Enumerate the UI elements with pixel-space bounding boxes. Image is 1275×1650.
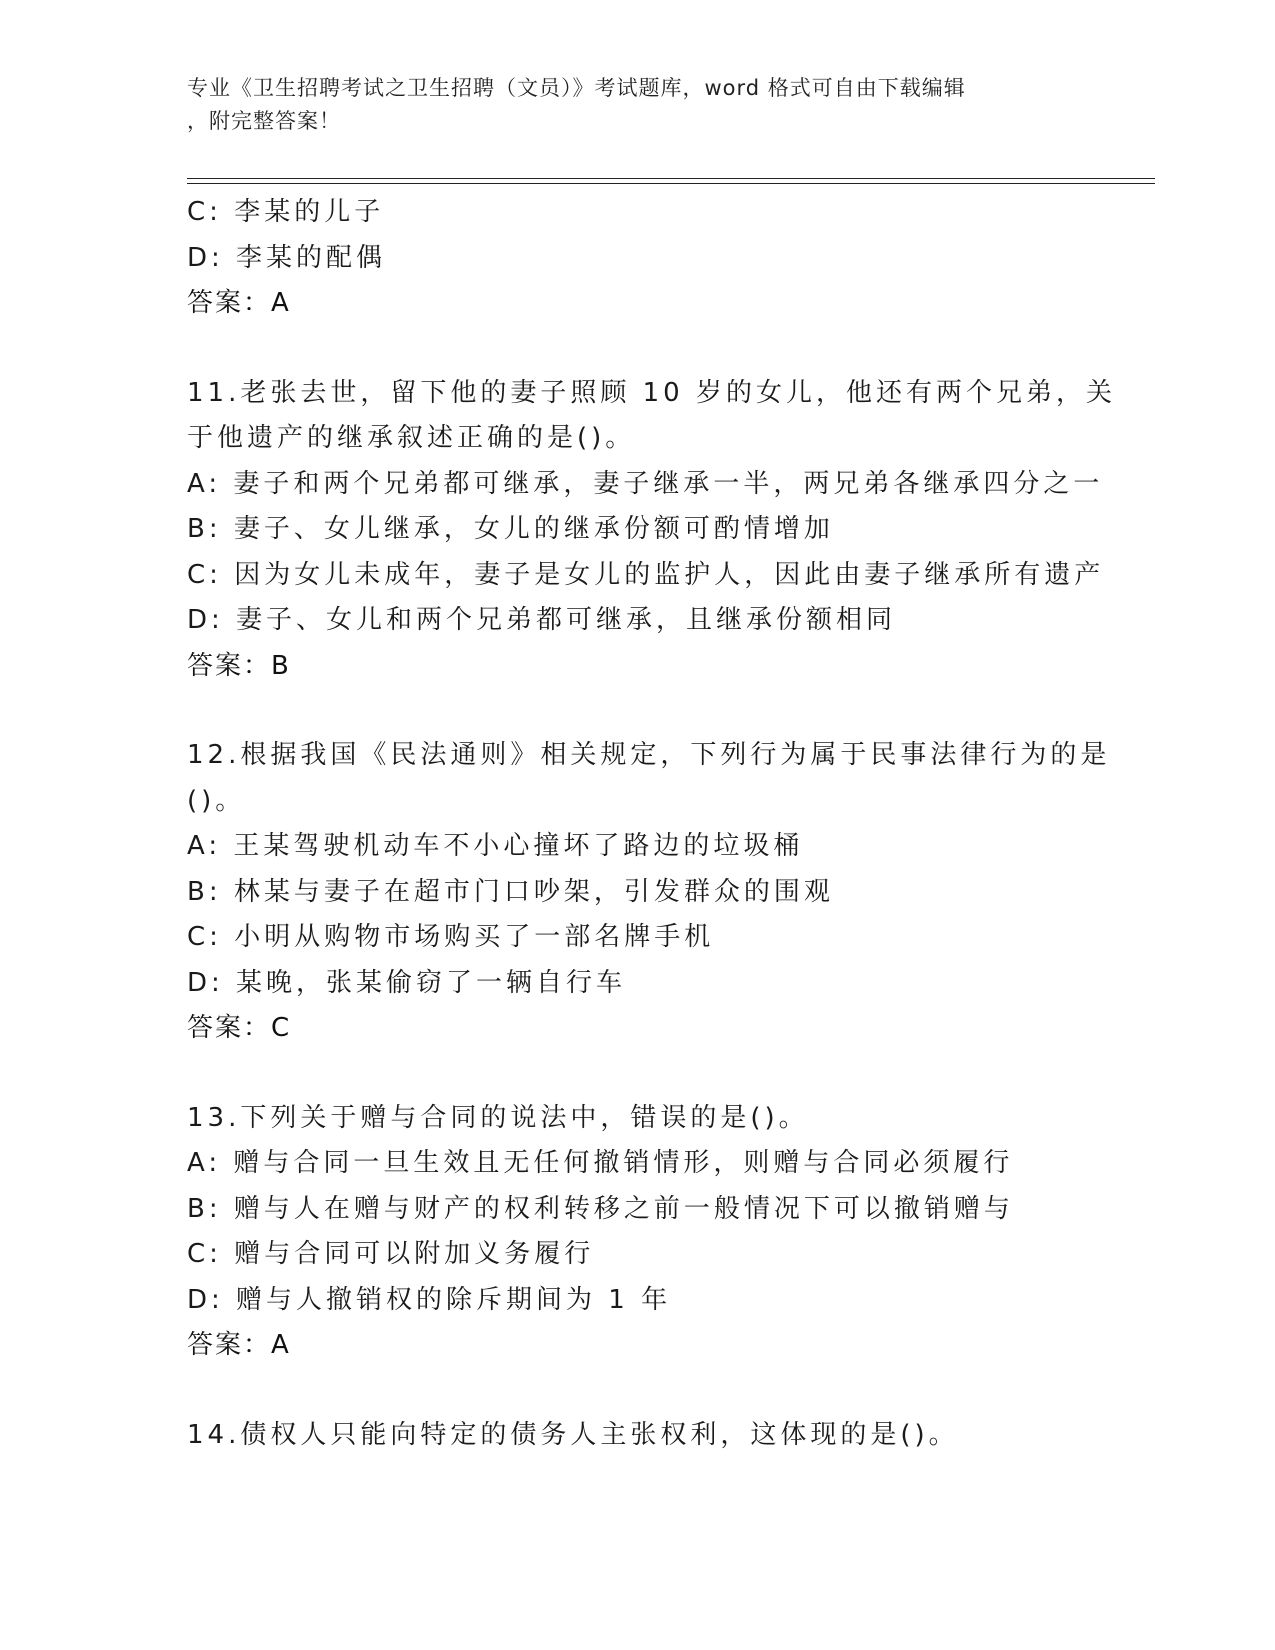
- option-c: C: 赠与合同可以附加义务履行: [187, 1239, 595, 1269]
- question-11: [187, 371, 1116, 690]
- answer-line: 答案：A: [187, 1330, 291, 1360]
- question-10-tail: [187, 190, 1087, 327]
- question-stem: 13.下列关于赠与合同的说法中，错误的是()。: [187, 1102, 809, 1133]
- document-body: [187, 190, 1116, 1458]
- question-12: [187, 733, 1111, 1052]
- option-d: D: 某晚，张某偷窃了一辆自行车: [187, 967, 627, 998]
- question-13: [187, 1096, 1087, 1369]
- option-c: C: 因为女儿未成年，妻子是女儿的监护人，因此由妻子继承所有遗产: [187, 559, 1105, 590]
- answer-line: 答案：B: [187, 650, 291, 681]
- option-c: C: 小明从购物市场购买了一部名牌手机: [187, 922, 715, 952]
- option-d: D: 李某的配偶: [187, 242, 387, 273]
- question-stem: 12.根据我国《民法通则》相关规定，下列行为属于民事法律行为的是: [187, 740, 1111, 770]
- header-line-1: 专业《卫生招聘考试之卫生招聘（文员）》考试题库，word 格式可自由下载编辑: [187, 76, 966, 100]
- option-b: B: 妻子、女儿继承，女儿的继承份额可酌情增加: [187, 514, 834, 544]
- option-b: B: 赠与人在赠与财产的权利转移之前一般情况下可以撤销赠与: [187, 1193, 1014, 1224]
- header-line-2: ，附完整答案！: [187, 109, 341, 133]
- option-d: D: 赠与人撤销权的除斥期间为 1 年: [187, 1284, 672, 1315]
- document-header: [187, 72, 1067, 138]
- question-stem: 于他遗产的继承叙述正确的是()。: [187, 423, 636, 453]
- option-c: C: 李某的儿子: [187, 197, 385, 227]
- question-stem: 14.债权人只能向特定的债务人主张权利，这体现的是()。: [187, 1419, 959, 1450]
- option-a: A: 赠与合同一旦生效且无任何撤销情形，则赠与合同必须履行: [187, 1148, 1014, 1178]
- answer-line: 答案：A: [187, 288, 291, 318]
- question-stem: 11.老张去世，留下他的妻子照顾 10 岁的女儿，他还有两个兄弟，关: [187, 377, 1116, 408]
- answer-line: 答案：C: [187, 1013, 292, 1043]
- question-stem: ()。: [187, 785, 246, 816]
- option-d: D: 妻子、女儿和两个兄弟都可继承，且继承份额相同: [187, 605, 897, 635]
- option-b: B: 林某与妻子在超市门口吵架，引发群众的围观: [187, 876, 834, 907]
- option-a: A: 王某驾驶机动车不小心撞坏了路边的垃圾桶: [187, 831, 804, 861]
- option-a: A: 妻子和两个兄弟都可继承，妻子继承一半，两兄弟各继承四分之一: [187, 468, 1104, 499]
- question-14: [187, 1413, 1087, 1459]
- header-divider: [187, 178, 1155, 184]
